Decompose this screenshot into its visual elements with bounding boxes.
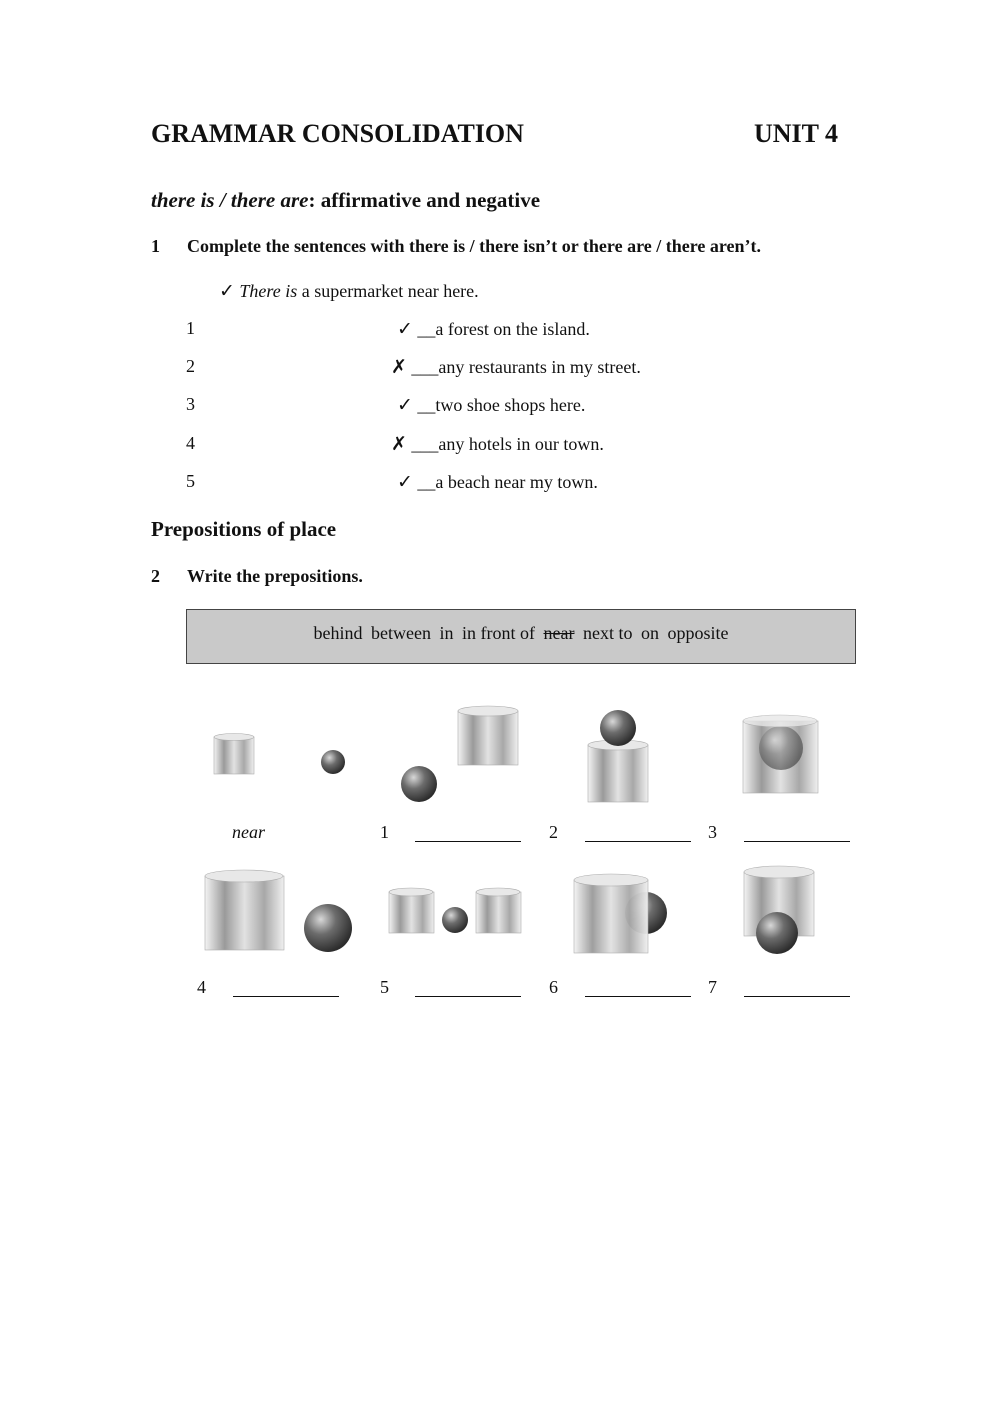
word-bank-item: opposite bbox=[667, 623, 729, 643]
item-text[interactable]: ___any hotels in our town. bbox=[411, 434, 604, 454]
section1-heading-italic: there is / there are bbox=[151, 188, 309, 212]
check-mark-icon: ✓ bbox=[397, 471, 413, 493]
word-bank-item: behind bbox=[313, 623, 363, 643]
picture-3 bbox=[743, 715, 818, 793]
answer-blank-7[interactable] bbox=[744, 996, 850, 997]
item-number: 1 bbox=[186, 318, 195, 338]
word-bank-item-used: near bbox=[543, 623, 575, 643]
section2-heading: Prepositions of place bbox=[151, 517, 337, 541]
picture-6 bbox=[574, 874, 667, 953]
section1-heading-rest: : affirmative and negative bbox=[308, 188, 541, 212]
exercise1-number: 1 bbox=[151, 236, 160, 256]
unit-label: UNIT 4 bbox=[754, 119, 839, 148]
check-mark-icon: ✓ bbox=[397, 318, 413, 340]
example-label: near bbox=[232, 822, 265, 842]
word-bank-item: in front of bbox=[462, 623, 535, 643]
item-number: 5 bbox=[186, 471, 195, 491]
picture-2 bbox=[588, 710, 648, 802]
answer-blank-5[interactable] bbox=[415, 996, 521, 997]
page-title: GRAMMAR CONSOLIDATION bbox=[151, 119, 524, 148]
exercise1-instruction: Complete the sentences with there is / there isn’t or there are / there aren’t. bbox=[187, 236, 762, 256]
picture-1 bbox=[401, 706, 518, 802]
picture-near bbox=[214, 734, 345, 775]
exercise2-instruction: Write the prepositions. bbox=[187, 566, 363, 586]
exercise2-number: 2 bbox=[151, 566, 160, 586]
picture-number: 6 bbox=[549, 977, 558, 997]
answer-blank-1[interactable] bbox=[415, 841, 521, 842]
item-text[interactable]: ___any restaurants in my street. bbox=[411, 357, 641, 377]
word-bank-item: next to bbox=[582, 623, 633, 643]
picture-4 bbox=[205, 870, 352, 952]
answer-blank-4[interactable] bbox=[233, 996, 339, 997]
picture-5 bbox=[389, 888, 521, 933]
check-mark-icon: ✓ bbox=[219, 280, 235, 302]
check-mark-icon: ✓ bbox=[397, 394, 413, 416]
picture-number: 4 bbox=[197, 977, 206, 997]
picture-7 bbox=[744, 866, 814, 954]
word-bank-item: on bbox=[640, 623, 659, 643]
item-text[interactable]: __two shoe shops here. bbox=[417, 395, 586, 415]
example-answer: There is bbox=[239, 281, 298, 301]
picture-number: 5 bbox=[380, 977, 389, 997]
item-number: 2 bbox=[186, 356, 195, 376]
item-number: 4 bbox=[186, 433, 195, 453]
picture-number: 2 bbox=[549, 822, 558, 842]
picture-number: 3 bbox=[708, 822, 717, 842]
example-rest: a supermarket near here. bbox=[297, 281, 479, 301]
item-number: 3 bbox=[186, 394, 195, 414]
word-bank-item: in bbox=[439, 623, 454, 643]
answer-blank-3[interactable] bbox=[744, 841, 850, 842]
item-text[interactable]: __a forest on the island. bbox=[417, 319, 590, 339]
picture-number: 7 bbox=[708, 977, 717, 997]
word-bank-item: between bbox=[371, 623, 431, 643]
cross-mark-icon: ✗ bbox=[391, 433, 407, 455]
picture-number: 1 bbox=[380, 822, 389, 842]
item-text[interactable]: __a beach near my town. bbox=[417, 472, 598, 492]
cross-mark-icon: ✗ bbox=[391, 356, 407, 378]
answer-blank-6[interactable] bbox=[585, 996, 691, 997]
answer-blank-2[interactable] bbox=[585, 841, 691, 842]
